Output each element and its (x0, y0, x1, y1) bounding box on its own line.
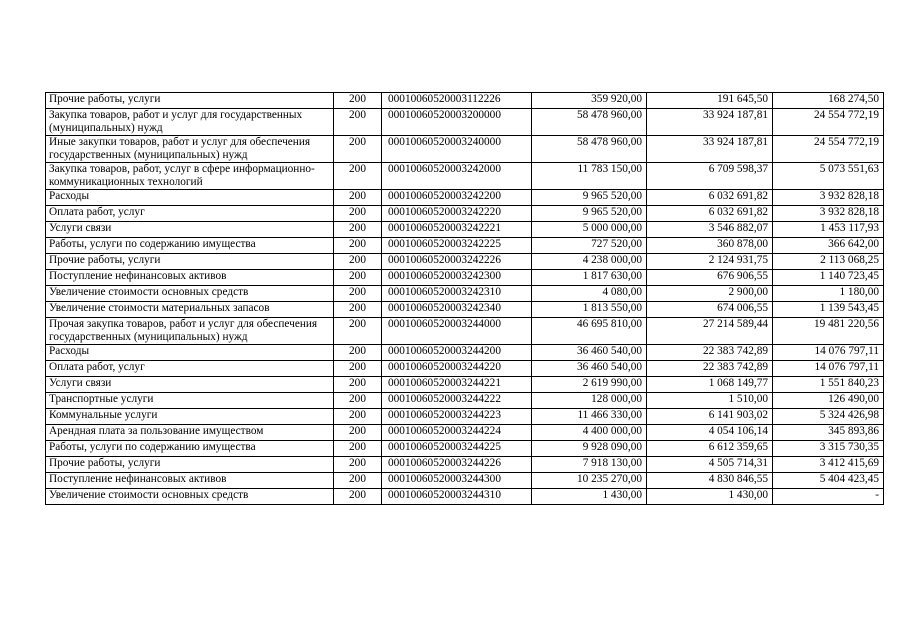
row-kbk-cell: 00010060520003244220 (382, 361, 532, 377)
row-code-cell: 200 (334, 302, 382, 318)
row-code-cell: 200 (334, 318, 382, 345)
row-plan-cell: 1 430,00 (532, 489, 647, 505)
table-row (46, 377, 884, 393)
row-name-cell: Прочие работы, услуги (46, 93, 334, 109)
row-code-cell: 200 (334, 286, 382, 302)
table-row (46, 206, 884, 222)
row-kbk-cell: 00010060520003244000 (382, 318, 532, 345)
row-name-cell: Иные закупки товаров, работ и услуг для обеспечения государственных (муниципальных) нужд (46, 136, 334, 163)
row-code-cell: 200 (334, 489, 382, 505)
row-code-cell: 200 (334, 206, 382, 222)
row-code-cell: 200 (334, 457, 382, 473)
row-name-cell: Прочие работы, услуги (46, 457, 334, 473)
row-rest-cell: 1 140 723,45 (773, 270, 884, 286)
row-rest-cell: 5 324 426,98 (773, 409, 884, 425)
row-done-cell: 1 510,00 (647, 393, 773, 409)
row-rest-cell: 24 554 772,19 (773, 109, 884, 136)
row-kbk-cell: 00010060520003242340 (382, 302, 532, 318)
row-name-cell: Работы, услуги по содержанию имущества (46, 238, 334, 254)
row-kbk-cell: 00010060520003242226 (382, 254, 532, 270)
row-kbk-cell: 00010060520003244200 (382, 345, 532, 361)
row-name-cell: Поступление нефинансовых активов (46, 473, 334, 489)
table-row (46, 254, 884, 270)
row-name-cell: Расходы (46, 190, 334, 206)
row-rest-cell: 2 113 068,25 (773, 254, 884, 270)
table-row (46, 136, 884, 163)
row-rest-cell: 5 073 551,63 (773, 163, 884, 190)
table-row (46, 163, 884, 190)
row-done-cell: 4 505 714,31 (647, 457, 773, 473)
row-code-cell: 200 (334, 377, 382, 393)
row-plan-cell: 4 238 000,00 (532, 254, 647, 270)
row-plan-cell: 1 813 550,00 (532, 302, 647, 318)
row-name-cell: Расходы (46, 345, 334, 361)
row-kbk-cell: 00010060520003242220 (382, 206, 532, 222)
table-row (46, 441, 884, 457)
row-rest-cell: 366 642,00 (773, 238, 884, 254)
row-plan-cell: 10 235 270,00 (532, 473, 647, 489)
row-plan-cell: 58 478 960,00 (532, 136, 647, 163)
row-rest-cell: - (773, 489, 884, 505)
row-name-cell: Закупка товаров, работ и услуг для государственных (муниципальных) нужд (46, 109, 334, 136)
row-plan-cell: 128 000,00 (532, 393, 647, 409)
row-name-cell: Арендная плата за пользование имуществом (46, 425, 334, 441)
row-name-cell: Услуги связи (46, 222, 334, 238)
table-row (46, 109, 884, 136)
table-row (46, 302, 884, 318)
row-kbk-cell: 00010060520003242221 (382, 222, 532, 238)
row-rest-cell: 5 404 423,45 (773, 473, 884, 489)
row-plan-cell: 1 817 630,00 (532, 270, 647, 286)
row-rest-cell: 24 554 772,19 (773, 136, 884, 163)
row-done-cell: 22 383 742,89 (647, 361, 773, 377)
row-code-cell: 200 (334, 393, 382, 409)
row-kbk-cell: 00010060520003240000 (382, 136, 532, 163)
row-code-cell: 200 (334, 109, 382, 136)
table-row (46, 222, 884, 238)
row-kbk-cell: 00010060520003244222 (382, 393, 532, 409)
table-row (46, 361, 884, 377)
row-name-cell: Прочие работы, услуги (46, 254, 334, 270)
row-name-cell: Оплата работ, услуг (46, 206, 334, 222)
table-row (46, 270, 884, 286)
row-done-cell: 674 006,55 (647, 302, 773, 318)
row-name-cell: Услуги связи (46, 377, 334, 393)
row-done-cell: 1 068 149,77 (647, 377, 773, 393)
row-plan-cell: 11 783 150,00 (532, 163, 647, 190)
row-code-cell: 200 (334, 238, 382, 254)
row-rest-cell: 3 932 828,18 (773, 190, 884, 206)
table-row (46, 393, 884, 409)
table-row (46, 93, 884, 109)
row-rest-cell: 1 453 117,93 (773, 222, 884, 238)
row-done-cell: 6 141 903,02 (647, 409, 773, 425)
row-kbk-cell: 00010060520003244221 (382, 377, 532, 393)
row-done-cell: 6 709 598,37 (647, 163, 773, 190)
row-kbk-cell: 00010060520003244226 (382, 457, 532, 473)
row-plan-cell: 5 000 000,00 (532, 222, 647, 238)
row-code-cell: 200 (334, 441, 382, 457)
row-rest-cell: 3 315 730,35 (773, 441, 884, 457)
row-name-cell: Увеличение стоимости основных средств (46, 286, 334, 302)
table-row (46, 489, 884, 505)
row-plan-cell: 4 400 000,00 (532, 425, 647, 441)
table-row (46, 425, 884, 441)
row-done-cell: 2 900,00 (647, 286, 773, 302)
row-kbk-cell: 00010060520003112226 (382, 93, 532, 109)
row-plan-cell: 58 478 960,00 (532, 109, 647, 136)
row-kbk-cell: 00010060520003242000 (382, 163, 532, 190)
row-done-cell: 360 878,00 (647, 238, 773, 254)
row-kbk-cell: 00010060520003242310 (382, 286, 532, 302)
row-kbk-cell: 00010060520003244225 (382, 441, 532, 457)
row-done-cell: 1 430,00 (647, 489, 773, 505)
row-done-cell: 6 612 359,65 (647, 441, 773, 457)
table-body (46, 93, 884, 505)
row-code-cell: 200 (334, 345, 382, 361)
table-row (46, 318, 884, 345)
row-name-cell: Работы, услуги по содержанию имущества (46, 441, 334, 457)
row-plan-cell: 4 080,00 (532, 286, 647, 302)
row-done-cell: 4 830 846,55 (647, 473, 773, 489)
row-plan-cell: 7 918 130,00 (532, 457, 647, 473)
table-row (46, 238, 884, 254)
row-name-cell: Поступление нефинансовых активов (46, 270, 334, 286)
row-rest-cell: 3 412 415,69 (773, 457, 884, 473)
row-done-cell: 22 383 742,89 (647, 345, 773, 361)
row-done-cell: 27 214 589,44 (647, 318, 773, 345)
table-row (46, 457, 884, 473)
row-plan-cell: 9 965 520,00 (532, 206, 647, 222)
row-plan-cell: 727 520,00 (532, 238, 647, 254)
row-name-cell: Коммунальные услуги (46, 409, 334, 425)
row-code-cell: 200 (334, 93, 382, 109)
row-code-cell: 200 (334, 136, 382, 163)
row-kbk-cell: 00010060520003244224 (382, 425, 532, 441)
row-plan-cell: 36 460 540,00 (532, 345, 647, 361)
row-kbk-cell: 00010060520003244223 (382, 409, 532, 425)
row-kbk-cell: 00010060520003242225 (382, 238, 532, 254)
row-plan-cell: 11 466 330,00 (532, 409, 647, 425)
row-code-cell: 200 (334, 270, 382, 286)
row-name-cell: Увеличение стоимости основных средств (46, 489, 334, 505)
row-done-cell: 191 645,50 (647, 93, 773, 109)
row-code-cell: 200 (334, 190, 382, 206)
row-kbk-cell: 00010060520003244300 (382, 473, 532, 489)
row-name-cell: Увеличение стоимости материальных запасов (46, 302, 334, 318)
row-name-cell: Оплата работ, услуг (46, 361, 334, 377)
row-code-cell: 200 (334, 361, 382, 377)
row-done-cell: 6 032 691,82 (647, 190, 773, 206)
row-code-cell: 200 (334, 473, 382, 489)
row-kbk-cell: 00010060520003244310 (382, 489, 532, 505)
row-done-cell: 676 906,55 (647, 270, 773, 286)
table-row (46, 409, 884, 425)
row-rest-cell: 168 274,50 (773, 93, 884, 109)
row-done-cell: 6 032 691,82 (647, 206, 773, 222)
row-rest-cell: 19 481 220,56 (773, 318, 884, 345)
table-row (46, 345, 884, 361)
row-done-cell: 33 924 187,81 (647, 109, 773, 136)
row-done-cell: 4 054 106,14 (647, 425, 773, 441)
row-done-cell: 3 546 882,07 (647, 222, 773, 238)
row-name-cell: Прочая закупка товаров, работ и услуг для обеспечения государственных (муниципальных) нужд (46, 318, 334, 345)
row-plan-cell: 9 965 520,00 (532, 190, 647, 206)
row-kbk-cell: 00010060520003242300 (382, 270, 532, 286)
row-plan-cell: 9 928 090,00 (532, 441, 647, 457)
row-plan-cell: 36 460 540,00 (532, 361, 647, 377)
table-row (46, 190, 884, 206)
row-rest-cell: 1 180,00 (773, 286, 884, 302)
row-code-cell: 200 (334, 409, 382, 425)
table-row (46, 473, 884, 489)
table-row (46, 286, 884, 302)
row-rest-cell: 1 551 840,23 (773, 377, 884, 393)
budget-table (45, 92, 884, 505)
row-plan-cell: 46 695 810,00 (532, 318, 647, 345)
row-rest-cell: 1 139 543,45 (773, 302, 884, 318)
row-rest-cell: 3 932 828,18 (773, 206, 884, 222)
row-done-cell: 33 924 187,81 (647, 136, 773, 163)
row-code-cell: 200 (334, 425, 382, 441)
row-rest-cell: 14 076 797,11 (773, 345, 884, 361)
row-rest-cell: 126 490,00 (773, 393, 884, 409)
row-name-cell: Закупка товаров, работ, услуг в сфере информационно-коммуникационных технологий (46, 163, 334, 190)
row-kbk-cell: 00010060520003200000 (382, 109, 532, 136)
row-code-cell: 200 (334, 222, 382, 238)
row-done-cell: 2 124 931,75 (647, 254, 773, 270)
row-rest-cell: 345 893,86 (773, 425, 884, 441)
row-name-cell: Транспортные услуги (46, 393, 334, 409)
row-code-cell: 200 (334, 254, 382, 270)
row-code-cell: 200 (334, 163, 382, 190)
row-plan-cell: 359 920,00 (532, 93, 647, 109)
row-plan-cell: 2 619 990,00 (532, 377, 647, 393)
row-rest-cell: 14 076 797,11 (773, 361, 884, 377)
row-kbk-cell: 00010060520003242200 (382, 190, 532, 206)
